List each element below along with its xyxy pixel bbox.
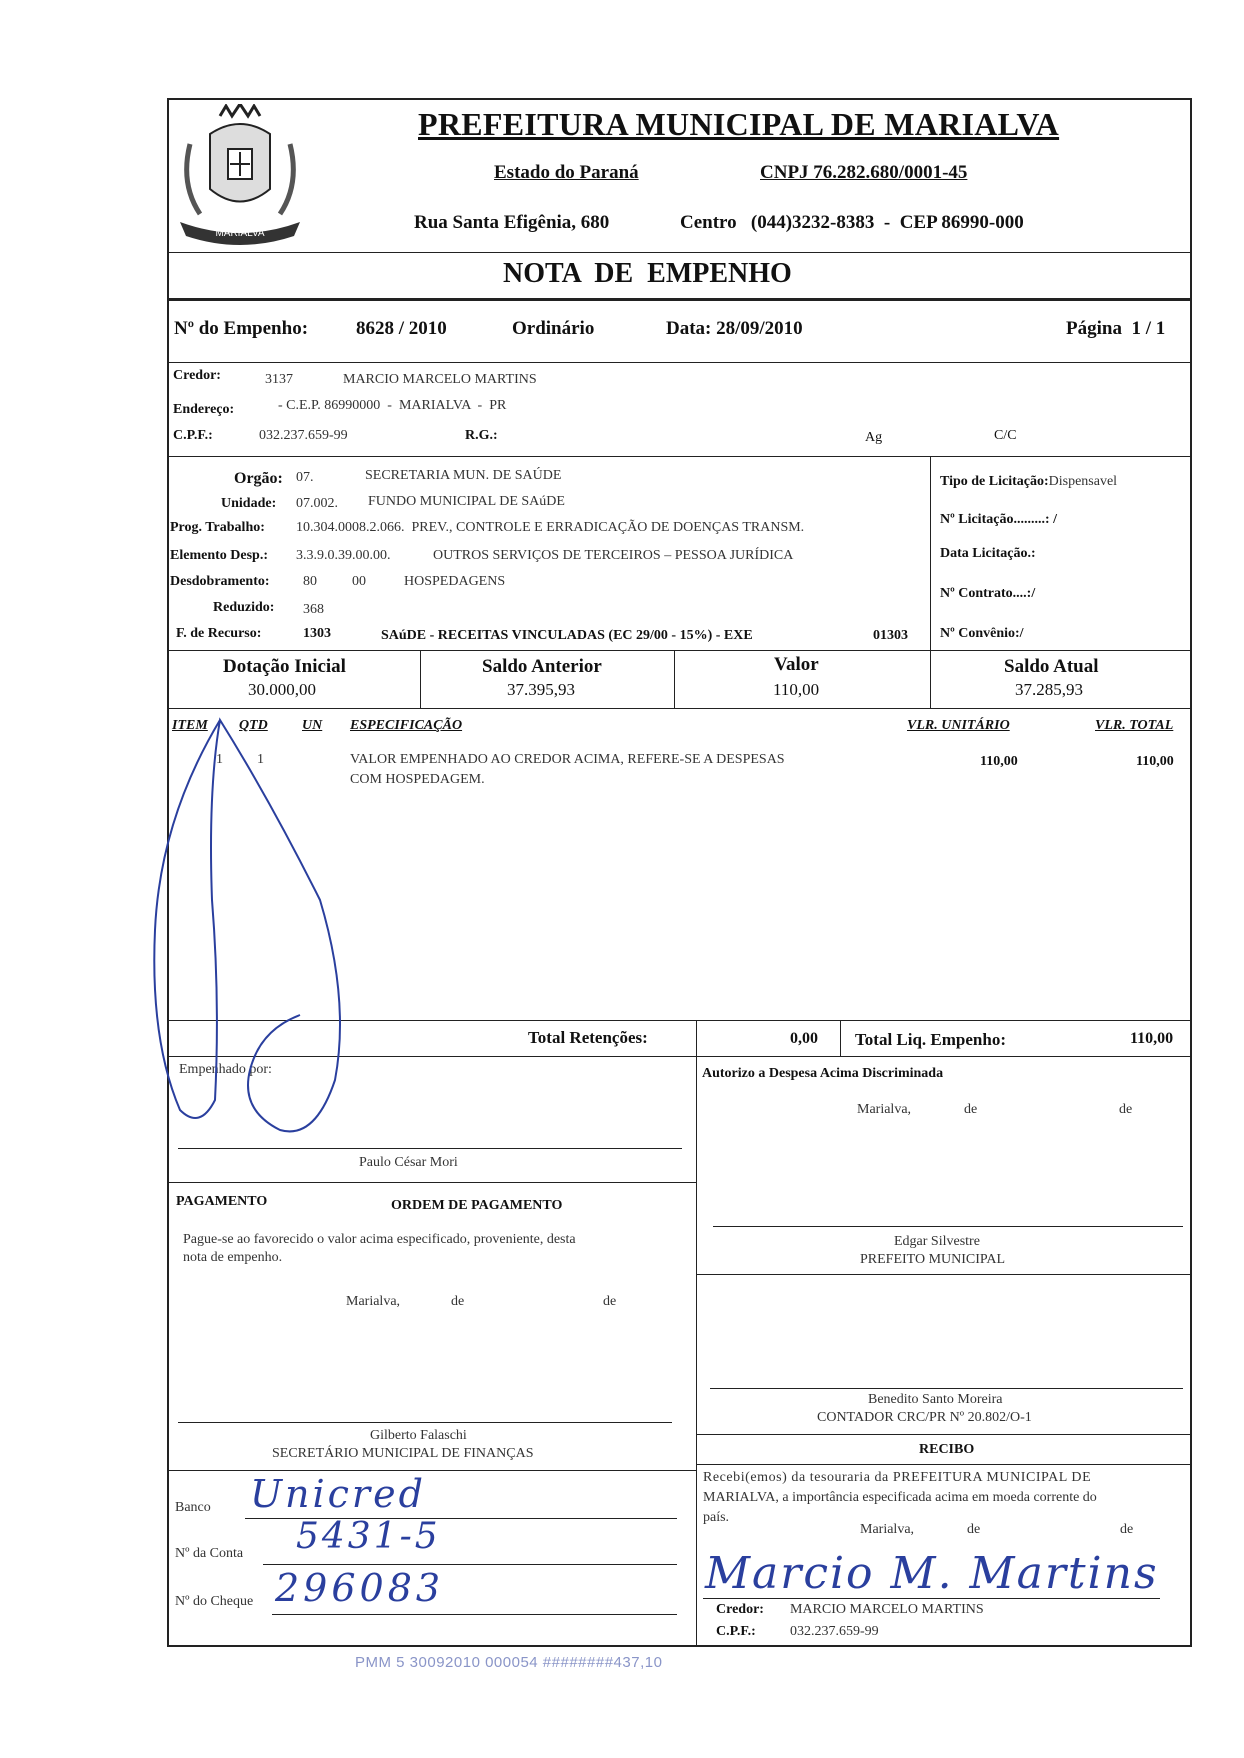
cc-label: C/C [994,428,1017,443]
credor-name: MARCIO MARCELO MARTINS [343,372,537,387]
valor-label: Valor [774,654,819,675]
row-unit-value: 110,00 [980,754,1018,769]
empenho-number-label: Nº do Empenho: [174,318,309,339]
retencoes-label: Total Retenções: [528,1028,648,1047]
prog-value: 10.304.0008.2.066. PREV., CONTROLE E ERRADICAÇÃO DE DOENÇAS TRANSM. [296,520,805,535]
saldo-atual-value: 37.285,93 [1015,680,1083,699]
header-street: Rua Santa Efigênia, 680 [414,212,610,233]
secretario-name: Gilberto Falaschi [370,1428,467,1443]
recibo-de2: de [1120,1522,1134,1537]
dotacao-value: 30.000,00 [248,680,316,699]
recibo-cpf: 032.237.659-99 [790,1624,879,1639]
autorizo-de2: de [1119,1102,1133,1117]
credor-code: 3137 [265,372,293,387]
elemento-label: Elemento Desp.: [170,548,268,563]
licitacao-contrato: Nº Contrato....:/ [940,586,1036,601]
pagamento-de2: de [603,1294,617,1309]
dotacao-label: Dotação Inicial [223,656,346,677]
recurso-name: SAúDE - RECEITAS VINCULADAS (EC 29/00 - 15%) - EXE [381,628,753,643]
orgao-label: Orgão: [234,470,283,487]
recibo-text-1: Recebi(emos) da tesouraria da PREFEITURA MUNICIPAL DE [703,1470,1092,1485]
unidade-label: Unidade: [221,496,277,511]
recurso-code2: 01303 [873,628,908,643]
ordem-pagamento-label: ORDEM DE PAGAMENTO [391,1198,563,1213]
col-item-header: ITEM [172,718,208,733]
row-spec-line1: VALOR EMPENHADO AO CREDOR ACIMA, REFERE-SE A DESPESAS [350,752,785,767]
recibo-de1: de [967,1522,981,1537]
licitacao-data: Data Licitação.: [940,546,1036,561]
prefeito-title: PREFEITO MUNICIPAL [860,1252,1006,1267]
liq-value: 110,00 [1130,1030,1174,1047]
conta-label: Nº da Conta [175,1546,244,1561]
empenho-date: Data: 28/09/2010 [666,318,803,339]
footer-stamp: PMM 5 30092010 000054 ########437,10 [355,1654,663,1671]
credor-address: - C.E.P. 86990000 - MARIALVA - PR [278,398,507,413]
recibo-title: RECIBO [919,1442,975,1457]
col-un-header: UN [302,718,323,733]
licitacao-numero: Nº Licitação.........: / [940,512,1057,527]
recibo-text-3: país. [703,1510,730,1525]
empenho-page: Página 1 / 1 [1066,318,1166,339]
licitacao-convenio: Nº Convênio:/ [940,626,1024,641]
unidade-name: FUNDO MUNICIPAL DE SAúDE [368,494,565,509]
saldo-anterior-value: 37.395,93 [507,680,575,699]
unidade-code: 07.002. [296,496,338,511]
elemento-code: 3.3.9.0.39.00.00. [296,548,391,563]
row-spec-line2: COM HOSPEDAGEM. [350,772,485,787]
pagamento-text-1: Pague-se ao favorecido o valor acima especificado, proveniente, desta [183,1232,576,1247]
desdobramento-label: Desdobramento: [170,574,270,589]
ag-label: Ag [865,430,883,445]
header-cnpj: CNPJ 76.282.680/0001-45 [760,162,968,183]
header-contact: Centro (044)3232-8383 - CEP 86990-000 [680,212,1024,233]
pagamento-de1: de [451,1294,465,1309]
licitacao-tipo-label: Tipo de Licitação:Dispensavel [940,474,1118,489]
row-total-value: 110,00 [1136,754,1174,769]
recibo-credor-label: Credor: [716,1602,764,1617]
desdobramento-name: HOSPEDAGENS [404,574,506,589]
conta-value: 5431-5 [296,1516,441,1557]
licitacao-tipo: Dispensavel [1048,474,1118,489]
row-qtd: 1 [257,752,264,767]
col-spec-header: ESPECIFICAÇÃO [350,718,463,733]
liq-label: Total Liq. Empenho: [855,1030,1006,1049]
recibo-credor-name: MARCIO MARCELO MARTINS [790,1602,984,1617]
pagamento-label: PAGAMENTO [176,1194,268,1209]
page-title: PREFEITURA MUNICIPAL DE MARIALVA [418,106,1060,142]
cheque-label: Nº do Cheque [175,1594,254,1609]
secretario-title: SECRETÁRIO MUNICIPAL DE FINANÇAS [272,1446,534,1461]
autorizo-de1: de [964,1102,978,1117]
endereco-label: Endereço: [173,402,235,417]
document-title: NOTA DE EMPENHO [503,258,792,289]
contador-title: CONTADOR CRC/PR Nº 20.802/O-1 [817,1410,1032,1425]
header-state: Estado do Paraná [494,162,639,183]
recibo-city: Marialva, [860,1522,915,1537]
pagamento-city: Marialva, [346,1294,401,1309]
reduzido-value: 368 [303,602,324,617]
contador-name: Benedito Santo Moreira [868,1392,1003,1407]
empenhado-label: Empenhado por: [179,1062,272,1077]
saldo-anterior-label: Saldo Anterior [482,656,602,677]
row-item: 1 [216,752,223,767]
pen-scribble [120,700,420,1140]
credor-label: Credor: [173,368,221,383]
elemento-name: OUTROS SERVIÇOS DE TERCEIROS – PESSOA JURÍDICA [433,548,794,563]
recurso-code: 1303 [303,626,331,641]
empenho-type: Ordinário [512,318,595,339]
autorizo-label: Autorizo a Despesa Acima Discriminada [702,1066,944,1081]
valor-value: 110,00 [773,680,820,699]
desdobramento-b: 00 [352,574,366,589]
cheque-value: 296083 [275,1566,445,1610]
reduzido-label: Reduzido: [213,600,275,615]
crest-banner-text: MARIALVA [215,228,265,239]
empenhado-name: Paulo César Mori [359,1155,458,1170]
credor-signature: Marcio M. Martins [705,1548,1159,1599]
prefeito-name: Edgar Silvestre [894,1234,980,1249]
empenho-number: 8628 / 2010 [356,318,447,339]
saldo-atual-label: Saldo Atual [1004,656,1099,677]
col-qtd-header: QTD [239,718,268,733]
recibo-cpf-label: C.P.F.: [716,1624,756,1639]
banco-value: Unicred [250,1472,426,1516]
desdobramento-a: 80 [303,574,317,589]
col-unit-header: VLR. UNITÁRIO [907,718,1010,733]
orgao-name: SECRETARIA MUN. DE SAÚDE [365,468,562,483]
col-total-header: VLR. TOTAL [1095,718,1174,733]
recibo-text-2: MARIALVA, a importância especificada acima em moeda corrente do [703,1490,1097,1505]
recurso-label: F. de Recurso: [176,626,262,641]
pagamento-text-2: nota de empenho. [183,1250,283,1265]
prog-label: Prog. Trabalho: [170,520,265,535]
cpf-label: C.P.F.: [173,428,213,443]
autorizo-city: Marialva, [857,1102,912,1117]
banco-label: Banco [175,1500,211,1515]
retencoes-value: 0,00 [790,1030,818,1047]
city-crest [170,104,310,252]
credor-cpf: 032.237.659-99 [259,428,348,443]
orgao-code: 07. [296,470,314,485]
rg-label: R.G.: [465,428,498,443]
